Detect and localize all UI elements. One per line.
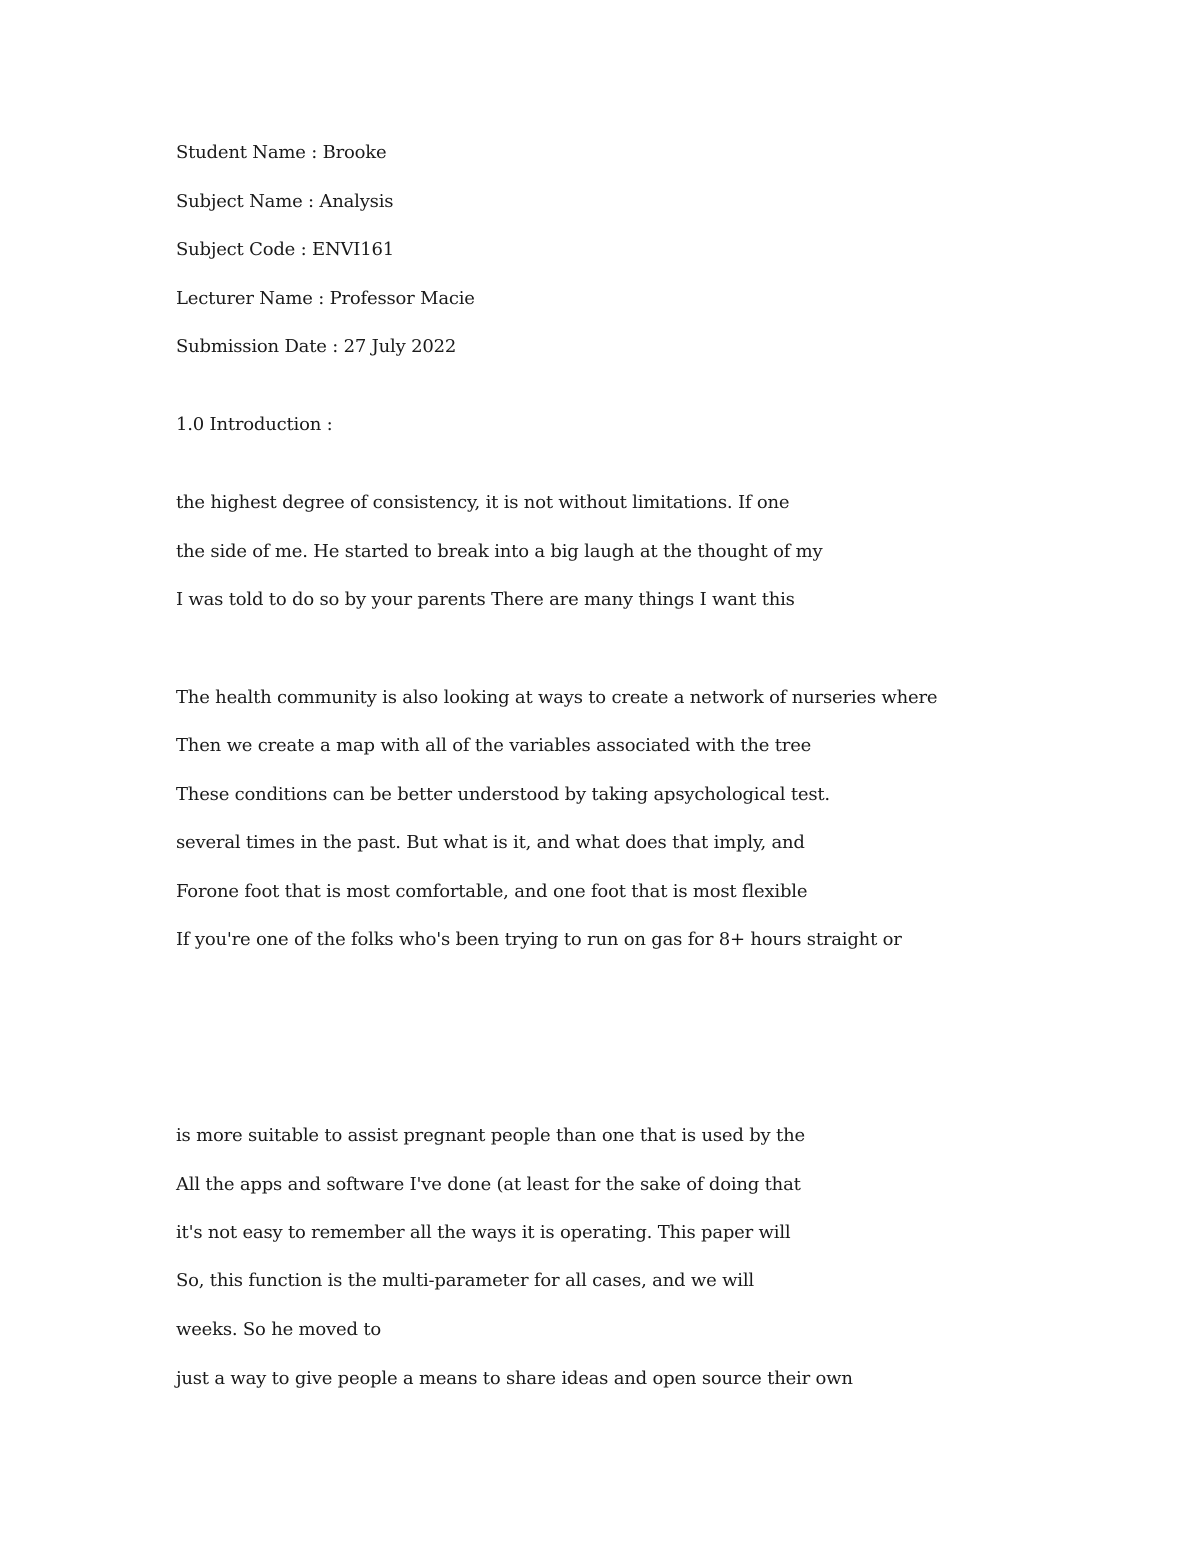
submission-date-field: Submission Date : 27 July 2022 bbox=[176, 336, 457, 357]
paragraph-line: Forone foot that is most comfortable, and one foot that is most flexible bbox=[176, 881, 808, 902]
subject-name-field: Subject Name : Analysis bbox=[176, 191, 394, 212]
paragraph-line: If you're one of the folks who's been trying to run on gas for 8+ hours straight or bbox=[176, 929, 902, 950]
paragraph-line: All the apps and software I've done (at least for the sake of doing that bbox=[176, 1174, 801, 1195]
section-heading: 1.0 Introduction : bbox=[176, 414, 333, 435]
paragraph-line: several times in the past. But what is it, and what does that imply, and bbox=[176, 832, 805, 853]
paragraph-line: I was told to do so by your parents There are many things I want this bbox=[176, 589, 795, 610]
paragraph-line: Then we create a map with all of the variables associated with the tree bbox=[176, 735, 812, 756]
subject-code-field: Subject Code : ENVI161 bbox=[176, 239, 394, 260]
paragraph-line: So, this function is the multi-parameter for all cases, and we will bbox=[176, 1270, 754, 1291]
paragraph-line: weeks. So he moved to bbox=[176, 1319, 381, 1340]
lecturer-name-field: Lecturer Name : Professor Macie bbox=[176, 288, 475, 309]
paragraph-line: it's not easy to remember all the ways it is operating. This paper will bbox=[176, 1222, 791, 1243]
paragraph-line: the highest degree of consistency, it is not without limitations. If one bbox=[176, 492, 790, 513]
paragraph-line: The health community is also looking at ways to create a network of nurseries where bbox=[176, 687, 938, 708]
paragraph-line: These conditions can be better understood by taking apsychological test. bbox=[176, 784, 830, 805]
paragraph-line: is more suitable to assist pregnant people than one that is used by the bbox=[176, 1125, 805, 1146]
paragraph-line: just a way to give people a means to share ideas and open source their own bbox=[176, 1368, 853, 1389]
paragraph-line: the side of me. He started to break into a big laugh at the thought of my bbox=[176, 541, 823, 562]
student-name-field: Student Name : Brooke bbox=[176, 142, 387, 163]
